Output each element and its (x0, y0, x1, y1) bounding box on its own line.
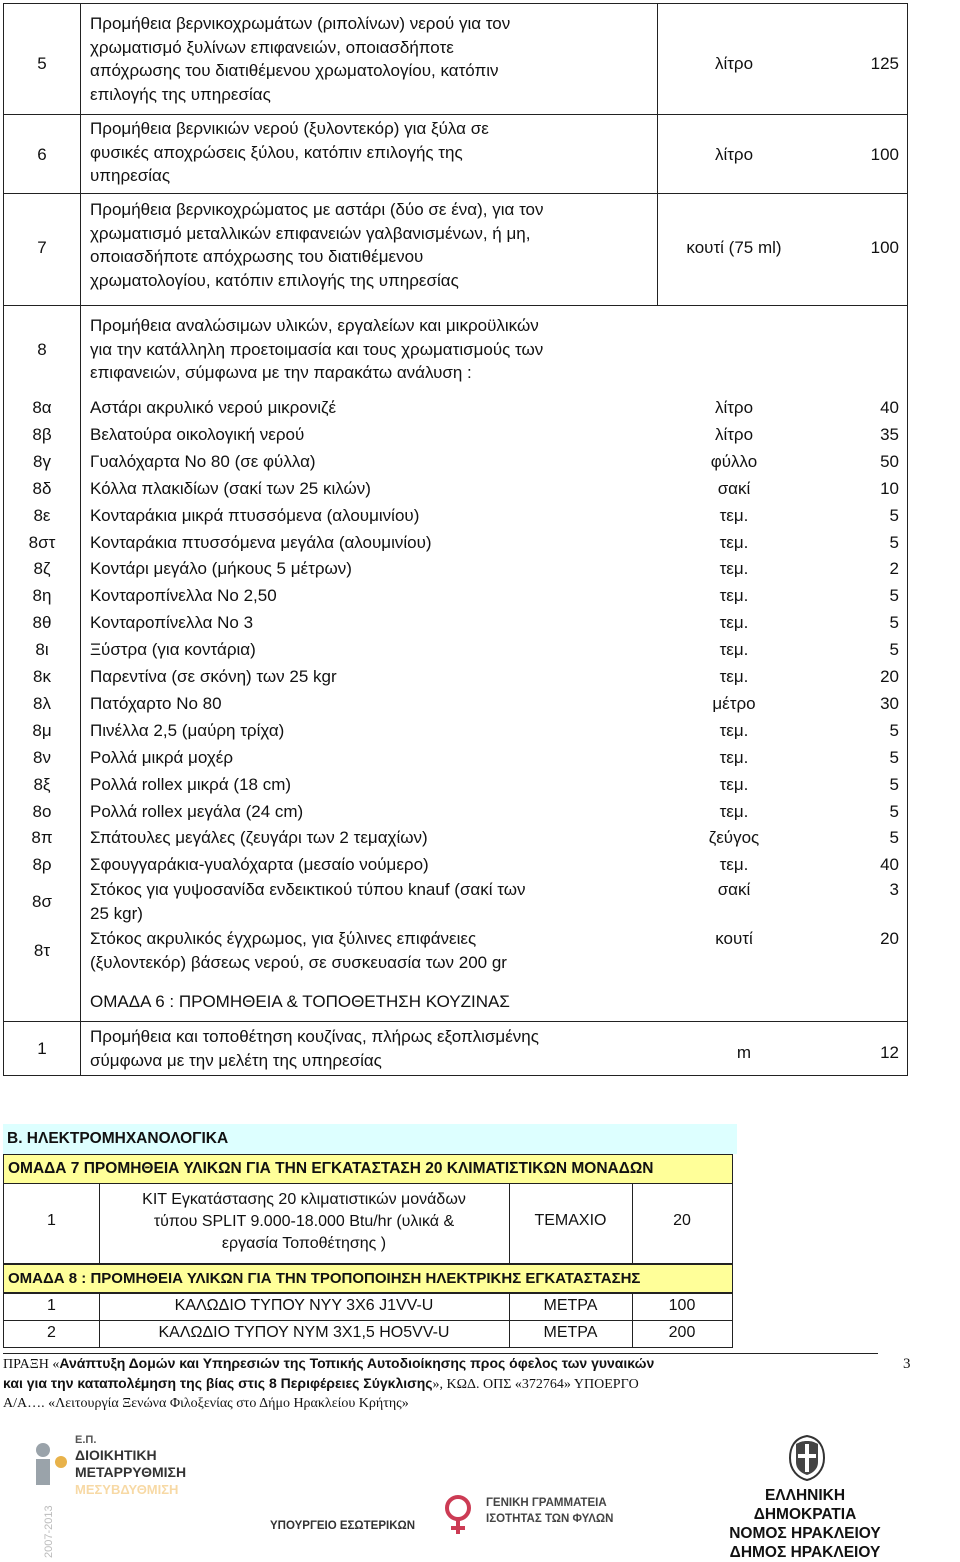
desc-line: χρωματισμό μεταλλικών επιφανειών γαλβανισμένων, ή μη, (90, 223, 531, 243)
item-number: 8 (37, 340, 47, 359)
item-number: 6 (37, 145, 47, 164)
gov-line: ΔΗΜΟΣ ΗΡΑΚΛΕΙΟΥ (729, 1544, 881, 1561)
item-number: 1 (47, 1297, 56, 1314)
item-unit: τεμ. (719, 855, 749, 875)
item-unit: ΜΕΤΡΑ (543, 1297, 598, 1314)
item-quantity: 40 (880, 398, 899, 417)
item-unit: τεμ. (719, 667, 749, 686)
desc-line: Προμήθεια βερνικοχρώματος με αστάρι (δύο σε ένα), για τον (90, 200, 544, 219)
item-unit: τεμ. (719, 559, 749, 579)
desc-line: Προμήθεια και τοποθέτηση κουζίνας, πλήρως εξοπλισμένης (90, 1027, 539, 1046)
desc-line: επιλογής της υπηρεσίας (90, 84, 271, 104)
gov-line: ΔΗΜΟΚΡΑΤΙΑ (753, 1506, 857, 1523)
footer-line-3: Α/Α…. «Λειτουργία Ξενώνα Φιλοξενίας στο Δήμο Ηρακλείου Κρήτης» (3, 1396, 409, 1411)
item-number: 8γ (33, 451, 51, 471)
gsge-line-1: ΓΕΝΙΚΗ ΓΡΑΜΜΑΤΕΙΑ (486, 1497, 607, 1509)
item-description: Σπάτουλες μεγάλες (ζευγάρι των 2 τεμαχίων) (90, 828, 428, 848)
item-quantity: 20 (880, 667, 899, 686)
item-description (104, 1189, 504, 1255)
desc-line: Στόκος για γυψοσανίδα ενδεικτικού τύπου knauf (σακί των (90, 880, 526, 899)
item-description: ΚΑΛΩΔΙΟ ΤΥΠΟΥ ΝΥΜ 3Χ1,5 HO5VV-U (158, 1324, 450, 1341)
item-quantity: 35 (880, 424, 899, 444)
desc-line: Προμήθεια βερνικιών νερού (ξυλοντεκόρ) για ξύλα σε (90, 119, 489, 138)
item-unit: τεμ. (719, 801, 749, 821)
item-unit: κουτί (715, 929, 753, 948)
item-description: Πινέλλα 2,5 (μαύρη τρίχα) (90, 720, 285, 740)
item-description: Ρολλά rollex μικρά (18 cm) (90, 774, 292, 794)
item-number: 8ζ (33, 559, 51, 579)
item-quantity: 50 (880, 451, 899, 471)
item-unit: λίτρο (714, 145, 754, 164)
ep-line-2: ΜΕΤΑΡΡΥΘΜΙΣΗ (75, 1464, 187, 1480)
item-unit: λίτρο (714, 54, 754, 73)
desc-line: χρωματολογίου, κατόπιν επιλογής της υπηρεσίας (90, 270, 459, 290)
item-quantity: 5 (889, 586, 899, 606)
item-quantity: 5 (889, 828, 899, 848)
item-description (90, 198, 656, 292)
item-description (90, 12, 656, 106)
ep-logo (3, 1430, 203, 1560)
item-quantity: 200 (668, 1324, 696, 1341)
item-unit: τεμ. (719, 640, 749, 660)
item-unit: τεμ. (719, 613, 749, 633)
desc-line: φυσικές αποχρώσεις ξύλου, κατόπιν επιλογής της (90, 142, 463, 162)
item-description (90, 1025, 656, 1072)
gov-line: ΝΟΜΟΣ ΗΡΑΚΛΕΙΟΥ (729, 1525, 881, 1542)
item-description: Αστάρι ακρυλικό νερού μικρονιζέ (90, 398, 337, 417)
desc-line: υπηρεσίας (90, 166, 171, 185)
item-number: 8ξ (33, 774, 51, 794)
group-8-title: ΟΜΑΔΑ 8 : ΠΡΟΜΗΘΕΙΑ ΥΛΙΚΩΝ ΓΙΑ ΤΗΝ ΤΡΟΠΟΠΟΙΗΣΗ ΗΛΕΚΤΡΙΚΗΣ ΕΓΚΑΤΑΣΤΑΣΗΣ (3, 1264, 733, 1294)
item-quantity: 100 (870, 145, 899, 164)
item-description: Παρεντίνα (σε σκόνη) των 25 kgr (90, 667, 337, 686)
item-quantity: 40 (880, 855, 899, 875)
gsge-logo (440, 1490, 640, 1540)
footer-line-2: και για την καταπολέμηση της βίας στις 8 Περιφέρειες Σύγκλισης», ΚΩΔ. ΟΠΣ «372764» ΥΠΟΕΡΓΟ (3, 1375, 639, 1392)
section-b (3, 1124, 763, 1350)
desc-line: ΚΙΤ Εγκατάστασης 20 κλιματιστικών μονάδων (142, 1191, 466, 1208)
item-quantity: 30 (880, 693, 899, 713)
desc-line: (ξυλοντεκόρ) βάσεως νερού, σε συσκευασία των 200 gr (90, 952, 507, 972)
item-unit: κουτί (75 ml) (686, 238, 782, 257)
item-quantity: 5 (889, 532, 899, 552)
item-unit: λίτρο (714, 398, 754, 417)
desc-line: Στόκος ακρυλικός έγχρωμος, για ξύλινες επιφάνειες (90, 929, 477, 948)
item-number: 8η (32, 586, 52, 606)
item-quantity: 5 (889, 640, 899, 660)
item-number: 8α (32, 398, 52, 417)
item-number: 1 (37, 1039, 47, 1058)
item-quantity: 20 (880, 929, 899, 948)
item-quantity: 125 (870, 54, 899, 73)
item-description (90, 878, 656, 925)
item-unit: τεμ. (719, 586, 749, 606)
item-number: 8ν (33, 747, 51, 767)
item-number: 8λ (33, 693, 51, 713)
item-number: 8μ (32, 720, 52, 740)
item-quantity: 12 (880, 1043, 899, 1062)
item-description: Κοντάρι μεγάλο (μήκους 5 μέτρων) (90, 559, 352, 579)
desc-line: χρωματισμό ξυλίνων επιφανειών, οποιασδήποτε (90, 37, 454, 57)
item-unit: τεμ. (719, 774, 749, 794)
materials-table (3, 3, 908, 1076)
item-quantity: 20 (673, 1212, 691, 1229)
item-quantity: 2 (889, 559, 899, 579)
ep-small: Ε.Π. (75, 1434, 97, 1446)
item-unit: φύλλο (710, 451, 758, 471)
item-description: Κονταροπίνελλα Νο 2,50 (90, 586, 277, 606)
item-quantity: 5 (889, 747, 899, 767)
item-number: 5 (37, 54, 47, 73)
item-quantity: 100 (870, 238, 899, 257)
item-description: Κόλλα πλακιδίων (σακί των 25 κιλών) (90, 478, 371, 498)
item-number: 8κ (33, 667, 51, 686)
item-number: 8στ (28, 532, 56, 552)
group-8-table (3, 1292, 733, 1348)
group-7-title: ΟΜΑΔΑ 7 ΠΡΟΜΗΘΕΙΑ ΥΛΙΚΩΝ ΓΙΑ ΤΗΝ ΕΓΚΑΤΑΣΤΑΣΗ 20 ΚΛΙΜΑΤΙΣΤΙΚΩΝ ΜΟΝΑΔΩΝ (3, 1154, 733, 1184)
page-number: 3 (903, 1356, 911, 1372)
item-description (90, 927, 656, 974)
item-quantity: 3 (889, 880, 899, 899)
ep-years: 2007-2013 (43, 1505, 55, 1558)
item-description: Ξύστρα (για κοντάρια) (90, 640, 256, 660)
desc-line: εργασία Τοποθέτησης ) (221, 1235, 387, 1252)
item-unit: ΤΕΜΑΧΙΟ (534, 1212, 607, 1229)
item-unit: σακί (717, 478, 751, 498)
item-description: Πατόχαρτο Νο 80 (90, 693, 222, 713)
item-quantity: 5 (889, 505, 899, 525)
item-description: Γυαλόχαρτα Νο 80 (σε φύλλα) (90, 451, 316, 471)
footer (3, 1354, 903, 1413)
gsge-line-2: ΙΣΟΤΗΤΑΣ ΤΩΝ ΦΥΛΩΝ (486, 1513, 614, 1525)
group-7-table (3, 1183, 733, 1264)
item-description: Ρολλά rollex μεγάλα (24 cm) (90, 801, 304, 821)
item-quantity: 100 (668, 1297, 696, 1314)
gov-line: ΕΛΛΗΝΙΚΗ (764, 1487, 846, 1504)
item-unit: τεμ. (719, 505, 749, 525)
ep-line-1: ΔΙΟΙΚΗΤΙΚΗ (75, 1447, 157, 1463)
item-number: 8σ (32, 892, 52, 911)
item-unit: ζεύγος (708, 828, 760, 848)
item-quantity: 5 (889, 801, 899, 821)
item-description: ΚΑΛΩΔΙΟ ΤΥΠΟΥ ΝΥΥ 3Χ6 J1VV-U (174, 1297, 434, 1314)
greek-coat-of-arms-icon (782, 1432, 832, 1482)
desc-line: σύμφωνα με την μελέτη της υπηρεσίας (90, 1050, 382, 1070)
item-unit: σακί (717, 880, 751, 899)
item-number: 8π (31, 828, 53, 848)
desc-line: οποιασδήποτε απόχρωσης του διατιθέμενου (90, 247, 424, 266)
item-number: 8τ (33, 941, 51, 960)
item-number: 8ο (32, 801, 52, 821)
item-description: Βελατούρα οικολογική νερού (90, 424, 305, 444)
item-number: 8β (32, 424, 52, 444)
item-number: 8ε (33, 505, 51, 525)
desc-line: 25 kgr) (90, 903, 143, 923)
item-description: Κονταράκια πτυσσόμενα μεγάλα (αλουμινίου) (90, 532, 432, 552)
item-number: 2 (47, 1324, 56, 1341)
item-unit: τεμ. (719, 720, 749, 740)
ep-line-3: ΜΕΣΥΒΔΥΘΜΙΣΗ (75, 1482, 179, 1497)
desc-line: Προμήθεια αναλώσιμων υλικών, εργαλείων και μικροϋλικών (90, 316, 539, 335)
section-b-title: Β. ΗΛΕΚΤΡΟΜΗΧΑΝΟΛΟΓΙΚΑ (3, 1124, 737, 1154)
desc-line: απόχρωσης του διατιθέμενου χρωματολογίου, κατόπιν (90, 61, 499, 80)
item-unit: m (736, 1043, 752, 1062)
item-quantity: 10 (880, 478, 899, 498)
item-description: Κονταροπίνελλα Νο 3 (90, 613, 254, 633)
municipality-block (705, 1486, 905, 1562)
ministry-logo-text: ΥΠΟΥΡΓΕΙΟ ΕΣΩΤΕΡΙΚΩΝ (270, 1520, 416, 1532)
footer-line-1: ΠΡΑΞΗ «Ανάπτυξη Δομών και Υπηρεσιών της Τοπικής Αυτοδιοίκησης προς όφελος των γυναικών (3, 1355, 655, 1372)
item-unit: μέτρο (712, 693, 756, 713)
item-quantity: 5 (889, 613, 899, 633)
desc-line: Προμήθεια βερνικοχρωμάτων (ριπολίνων) νερού για τον (90, 14, 511, 33)
item-number: 8ι (35, 640, 49, 660)
item-unit: τεμ. (719, 747, 749, 767)
item-description (90, 117, 656, 188)
item-number: 8ρ (32, 855, 52, 875)
item-quantity: 5 (889, 720, 899, 740)
group-6-title: ΟΜΑΔΑ 6 : ΠΡΟΜΗΘΕΙΑ & ΤΟΠΟΘΕΤΗΣΗ ΚΟΥΖΙΝΑΣ (90, 992, 510, 1011)
item-description: Κονταράκια μικρά πτυσσόμενα (αλουμινίου) (90, 505, 420, 525)
gender-symbol-icon (440, 1490, 480, 1536)
item-number: 8θ (32, 613, 52, 633)
desc-line: επιφανειών, σύμφωνα με την παρακάτω ανάλυση : (90, 363, 472, 382)
item-unit: ΜΕΤΡΑ (543, 1324, 598, 1341)
item-unit: τεμ. (719, 532, 749, 552)
item-number: 7 (37, 238, 47, 257)
item-description: Ρολλά μικρά μοχέρ (90, 747, 234, 767)
item-number: 1 (47, 1212, 56, 1229)
desc-line: τύπου SPLIT 9.000-18.000 Btu/hr (υλικά & (153, 1213, 455, 1230)
item-quantity: 5 (889, 774, 899, 794)
item-unit: λίτρο (714, 424, 754, 444)
item-description: Σφουγγαράκια-γυαλόχαρτα (μεσαίο νούμερο) (90, 855, 429, 875)
item-number: 8δ (32, 478, 52, 498)
desc-line: για την κατάλληλη προετοιμασία και τους χρωματισμούς των (90, 339, 544, 359)
item-description (90, 314, 690, 385)
